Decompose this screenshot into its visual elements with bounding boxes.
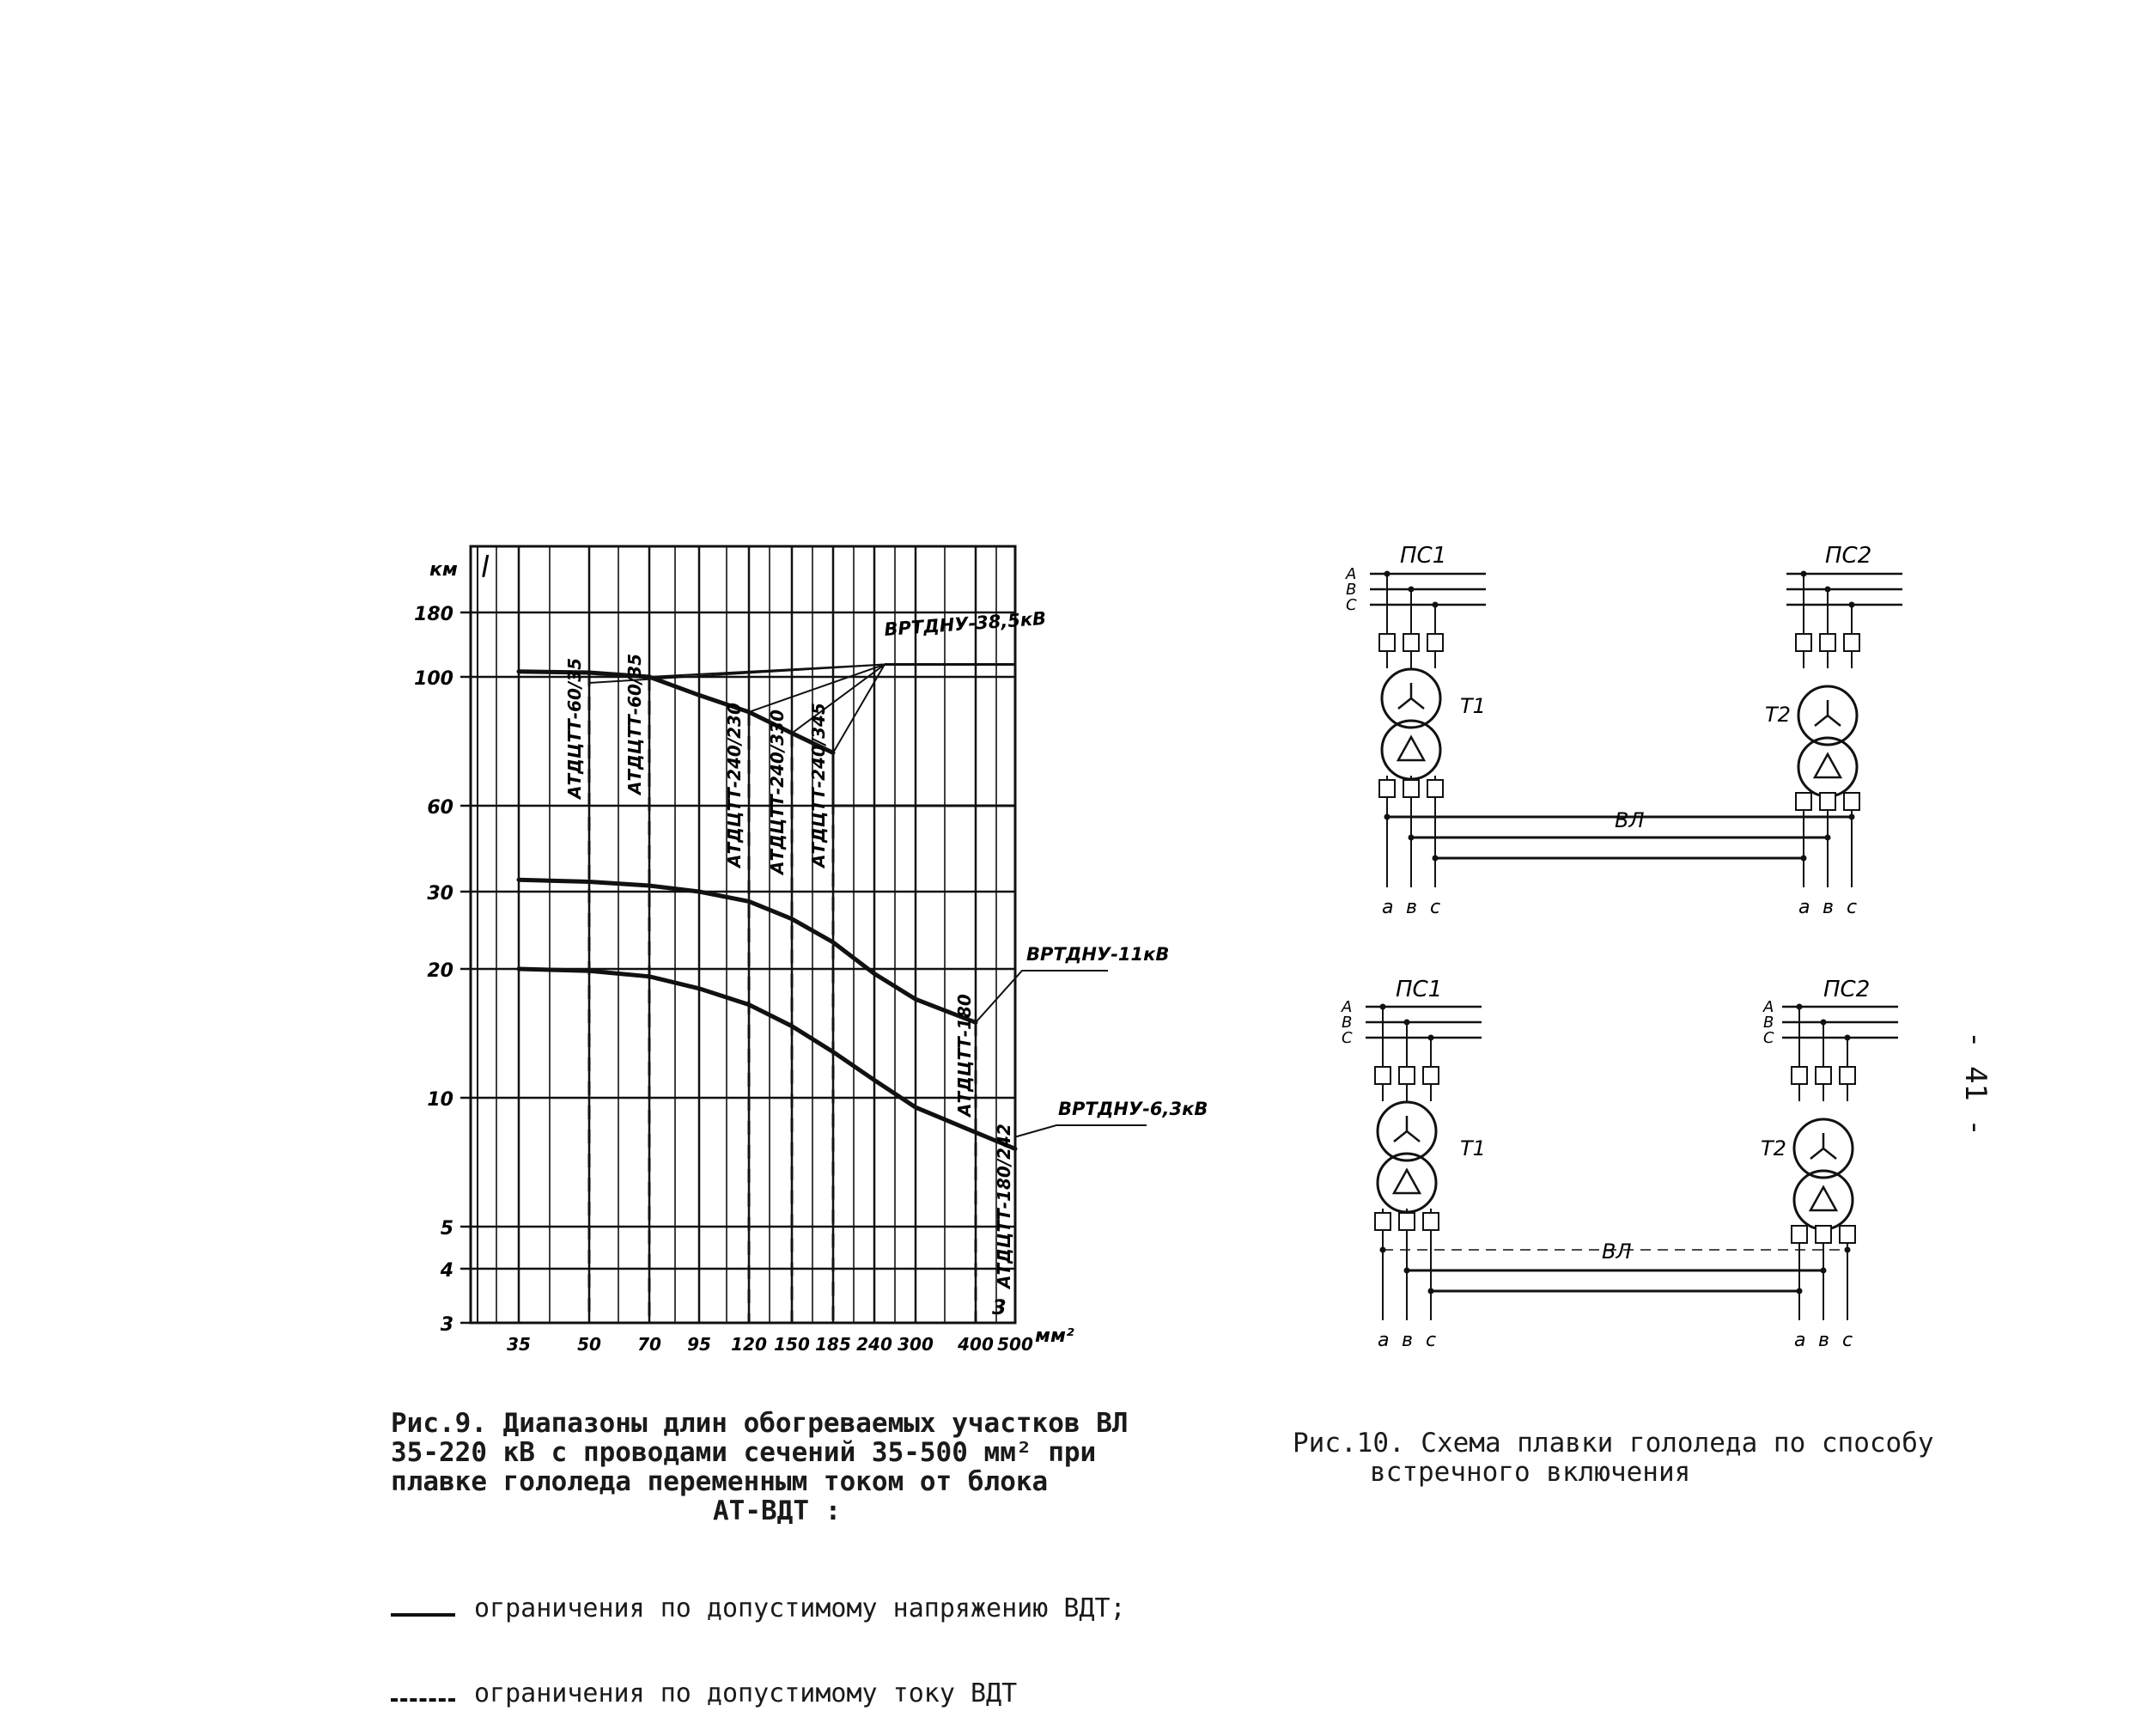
out-phase-label: с — [1847, 897, 1858, 918]
junction-dot — [1797, 1004, 1803, 1010]
y-tick-label: 60 — [427, 797, 453, 819]
bottom-ps1-label: ПС1 — [1396, 977, 1443, 1002]
breaker — [1379, 634, 1395, 651]
breaker — [1816, 1226, 1831, 1243]
transformer-winding-delta — [1794, 1171, 1853, 1229]
junction-dot — [1384, 571, 1391, 577]
legend-dashed-swatch — [391, 1698, 455, 1702]
top-line-label: ВЛ — [1615, 808, 1645, 832]
top-ps2-label: ПС2 — [1825, 543, 1872, 569]
breaker — [1403, 780, 1419, 797]
y-tick-label: 4 — [440, 1260, 453, 1282]
y-tick-label: 3 — [440, 1314, 453, 1336]
out-phase-label: с — [1842, 1330, 1853, 1351]
breaker — [1792, 1226, 1807, 1243]
bus-phase-label: B — [1763, 1014, 1774, 1032]
y-tick-label: 180 — [414, 604, 453, 625]
junction-dot — [1849, 602, 1855, 608]
breaker — [1844, 634, 1859, 651]
x-tick-label: 150 — [774, 1334, 810, 1355]
junction-dot — [1433, 602, 1439, 608]
junction-dot — [1380, 1247, 1386, 1253]
vertical-label: АТДЦТТ-60/35 — [624, 653, 645, 795]
y-tick-label: 30 — [427, 883, 453, 905]
junction-dot — [1384, 814, 1391, 820]
top-t1-label: Т1 — [1460, 694, 1486, 718]
delta-symbol — [1815, 754, 1841, 777]
bus-phase-label: C — [1763, 1029, 1774, 1047]
fig9-caption-line-1: Рис.9. Диапазоны длин обогреваемых участков ВЛ — [391, 1408, 1129, 1439]
vertical-label: АТДЦТТ-180 — [954, 994, 975, 1117]
wye-symbol — [1815, 700, 1841, 726]
transformer-winding-delta — [1382, 721, 1440, 779]
breaker — [1423, 1067, 1439, 1084]
breaker — [1403, 634, 1419, 651]
breaker — [1840, 1226, 1855, 1243]
series-label: ВРТДНУ-11кВ — [1026, 944, 1170, 965]
vertical-label: АТДЦТТ-240/230 — [724, 703, 745, 868]
legend-dashed-row — [391, 1679, 1126, 1708]
y-tick-label: 5 — [440, 1218, 453, 1240]
vertical-label: АТДЦТТ-180/242 — [994, 1124, 1014, 1288]
breaker — [1399, 1067, 1415, 1084]
out-phase-label: а — [1378, 1330, 1390, 1351]
vertical-label: АТДЦТТ-240/330 — [767, 710, 788, 874]
fig9-caption — [391, 1409, 1129, 1526]
legend-dashed-text: ограничения по допустимому току ВДТ — [474, 1678, 1018, 1709]
schematic-bottom — [1341, 998, 1898, 1351]
fig9-caption-line-3: плавке гололеда переменным током от блока — [391, 1466, 1049, 1497]
breaker — [1375, 1213, 1391, 1230]
bottom-t2-label: Т2 — [1761, 1136, 1786, 1160]
y-tick-label: 20 — [427, 960, 453, 982]
breaker — [1423, 1213, 1439, 1230]
legend-solid-swatch — [391, 1613, 455, 1617]
x-tick-label: 50 — [577, 1334, 601, 1355]
breaker — [1399, 1213, 1415, 1230]
series-label: ВРТДНУ-6,3кВ — [1058, 1099, 1208, 1119]
x-tick-label: 400 — [958, 1334, 994, 1355]
junction-dot — [1409, 587, 1415, 593]
x-tick-label: 240 — [856, 1334, 892, 1355]
bus-phase-label: C — [1342, 1029, 1353, 1047]
fig9-legend — [391, 1538, 1126, 1736]
junction-dot — [1801, 856, 1807, 862]
legend-solid-text: ограничения по допустимому напряжению ВДТ; — [474, 1593, 1126, 1623]
x-tick-label: 35 — [507, 1334, 531, 1355]
bus-phase-label: A — [1342, 998, 1353, 1016]
fig10-caption-line-2: встречного включения — [1370, 1457, 1691, 1488]
bus-phase-label: A — [1346, 565, 1357, 583]
out-phase-label: в — [1823, 897, 1834, 918]
junction-dot — [1801, 571, 1807, 577]
breaker — [1379, 780, 1395, 797]
breaker — [1375, 1067, 1391, 1084]
out-phase-label: с — [1430, 897, 1441, 918]
wye-symbol — [1394, 1116, 1420, 1142]
transformer-winding-delta — [1378, 1154, 1436, 1212]
x-unit-label: мм² — [1035, 1325, 1074, 1347]
bottom-t1-label: Т1 — [1460, 1136, 1486, 1160]
schematic-top — [1345, 565, 1902, 918]
breaker — [1816, 1067, 1831, 1084]
x-tick-label: 70 — [637, 1334, 661, 1355]
junction-dot — [1821, 1020, 1827, 1026]
out-phase-label: с — [1426, 1330, 1437, 1351]
breaker — [1796, 793, 1811, 810]
out-phase-label: а — [1382, 897, 1394, 918]
bottom-ps2-label: ПС2 — [1823, 977, 1871, 1002]
delta-symbol — [1394, 1170, 1420, 1193]
junction-dot — [1825, 835, 1831, 841]
x-tick-label: 120 — [731, 1334, 767, 1355]
corner-label: 3 — [992, 1295, 1007, 1319]
junction-dot — [1825, 587, 1831, 593]
breaker — [1792, 1067, 1807, 1084]
fig10-caption — [1293, 1428, 1934, 1487]
junction-dot — [1428, 1288, 1434, 1294]
breaker — [1796, 634, 1811, 651]
y-unit-label: км — [429, 559, 458, 581]
y-symbol-label: l — [481, 551, 490, 585]
junction-dot — [1433, 856, 1439, 862]
bus-phase-label: B — [1342, 1014, 1353, 1032]
breaker — [1840, 1067, 1855, 1084]
y-tick-label: 100 — [414, 668, 453, 690]
breaker — [1427, 634, 1443, 651]
x-tick-label: 95 — [687, 1334, 711, 1355]
out-phase-label: в — [1406, 897, 1417, 918]
top-t2-label: Т2 — [1765, 703, 1791, 727]
junction-dot — [1404, 1268, 1410, 1274]
bus-phase-label: A — [1763, 998, 1774, 1016]
junction-dot — [1409, 835, 1415, 841]
junction-dot — [1845, 1247, 1851, 1253]
breaker — [1427, 780, 1443, 797]
vertical-label: АТДЦТТ-240/345 — [808, 703, 829, 868]
junction-dot — [1821, 1268, 1827, 1274]
fig10-caption-line-1: Рис.10. Схема плавки гололеда по способу — [1293, 1428, 1934, 1459]
top-ps1-label: ПС1 — [1400, 543, 1447, 569]
fig9-caption-line-4: АТ-ВДТ : — [713, 1495, 842, 1526]
x-tick-label: 300 — [898, 1334, 934, 1355]
breaker — [1820, 793, 1835, 810]
x-tick-label: 185 — [815, 1334, 851, 1355]
bus-phase-label: B — [1346, 581, 1357, 599]
wye-symbol — [1810, 1133, 1836, 1159]
page-number: - 41 - — [1958, 1031, 1993, 1136]
legend-solid-row — [391, 1594, 1126, 1623]
y-tick-label: 10 — [427, 1089, 453, 1111]
fig9-caption-line-2: 35-220 кВ с проводами сечений 35-500 мм² при — [391, 1437, 1097, 1468]
junction-dot — [1845, 1035, 1851, 1041]
wye-symbol — [1398, 683, 1424, 709]
series-label: ВРТДНУ-38,5кВ — [883, 607, 1047, 640]
bus-phase-label: C — [1346, 596, 1357, 614]
out-phase-label: в — [1402, 1330, 1413, 1351]
junction-dot — [1428, 1035, 1434, 1041]
x-tick-label: 500 — [997, 1334, 1033, 1355]
out-phase-label: а — [1794, 1330, 1806, 1351]
junction-dot — [1380, 1004, 1386, 1010]
vertical-label: АТДЦТТ-60/35 — [564, 657, 585, 799]
breaker — [1820, 634, 1835, 651]
junction-dot — [1797, 1288, 1803, 1294]
junction-dot — [1404, 1020, 1410, 1026]
junction-dot — [1849, 814, 1855, 820]
breaker — [1844, 793, 1859, 810]
out-phase-label: в — [1818, 1330, 1829, 1351]
transformer-winding-delta — [1798, 738, 1857, 796]
delta-symbol — [1398, 737, 1424, 760]
delta-symbol — [1810, 1187, 1836, 1210]
bottom-line-label: ВЛ — [1602, 1240, 1632, 1264]
out-phase-label: а — [1798, 897, 1810, 918]
